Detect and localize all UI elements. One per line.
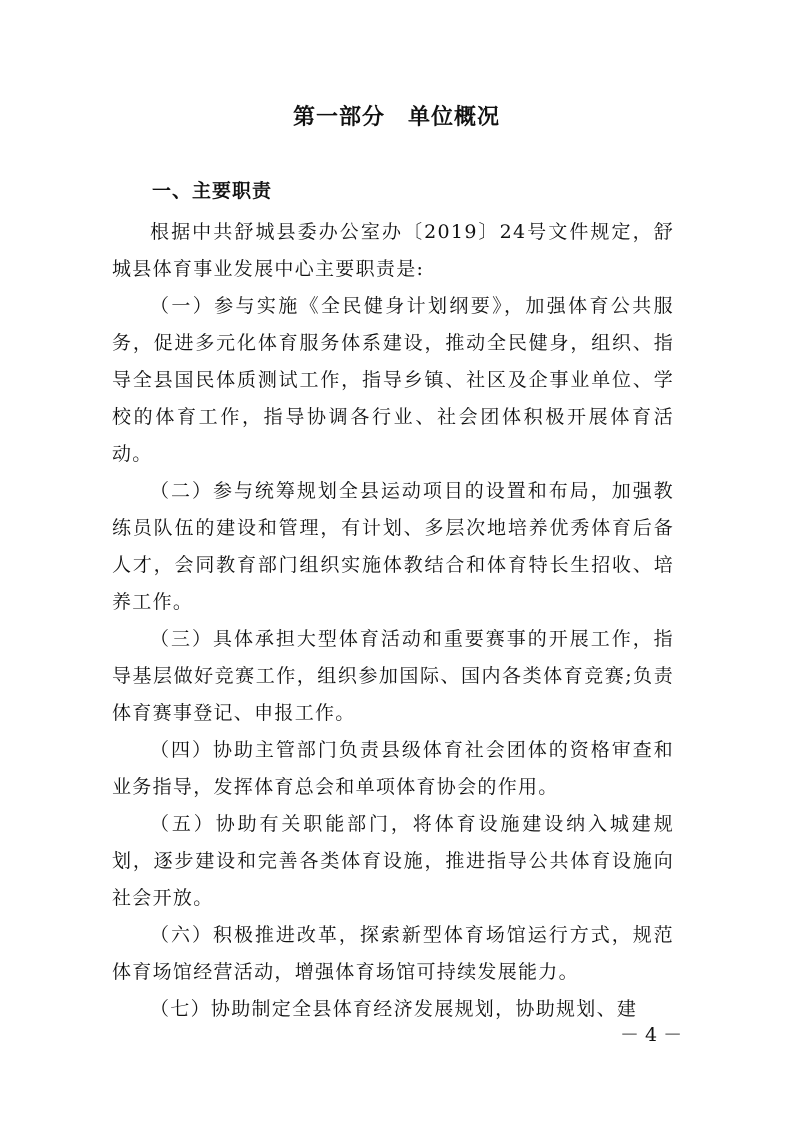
paragraph-duty-4: （四）协助主管部门负责县级体育社会团体的资格审查和业务指导，发挥体育总会和单项体育协会的作用。 [112, 739, 674, 798]
paragraph-duty-2: （二）参与统筹规划全县运动项目的设置和布局，加强教练员队伍的建设和管理，有计划、多层次地培养优秀体育后备人才，会同教育部门组织实施体教结合和体育特长生招收、培养工作。 [112, 480, 674, 613]
paragraph-duty-1: （一）参与实施《全民健身计划纲要》，加强体育公共服务，促进多元化体育服务体系建设，推动全民健身，组织、指导全县国民体质测试工作，指导乡镇、社区及企事业单位、学校的体育工作，指导协调各行业、社会团体积极开展体育活动。 [112, 295, 674, 465]
paragraph-duty-5: （五）协助有关职能部门，将体育设施建设纳入城建规划，逐步建设和完善各类体育设施，推进指导公共体育设施向社会开放。 [112, 813, 674, 909]
section-heading: 一、主要职责 [152, 180, 273, 202]
page-number: － 4 － [620, 1024, 683, 1046]
paragraph-duty-7: （七）协助制定全县体育经济发展规划，协助规划、建 [150, 998, 638, 1020]
paragraph-intro: 根据中共舒城县委办公室办〔2019〕24号文件规定，舒城县体育事业发展中心主要职责是: [112, 221, 674, 280]
page-title: 第一部分 单位概况 [292, 105, 500, 130]
paragraph-duty-3: （三）具体承担大型体育活动和重要赛事的开展工作，指导基层做好竞赛工作，组织参加国际、国内各类体育竞赛;负责体育赛事登记、申报工作。 [112, 628, 674, 724]
paragraph-duty-6: （六）积极推进改革，探索新型体育场馆运行方式，规范体育场馆经营活动，增强体育场馆可持续发展能力。 [112, 924, 674, 983]
body-text [112, 214, 674, 1028]
